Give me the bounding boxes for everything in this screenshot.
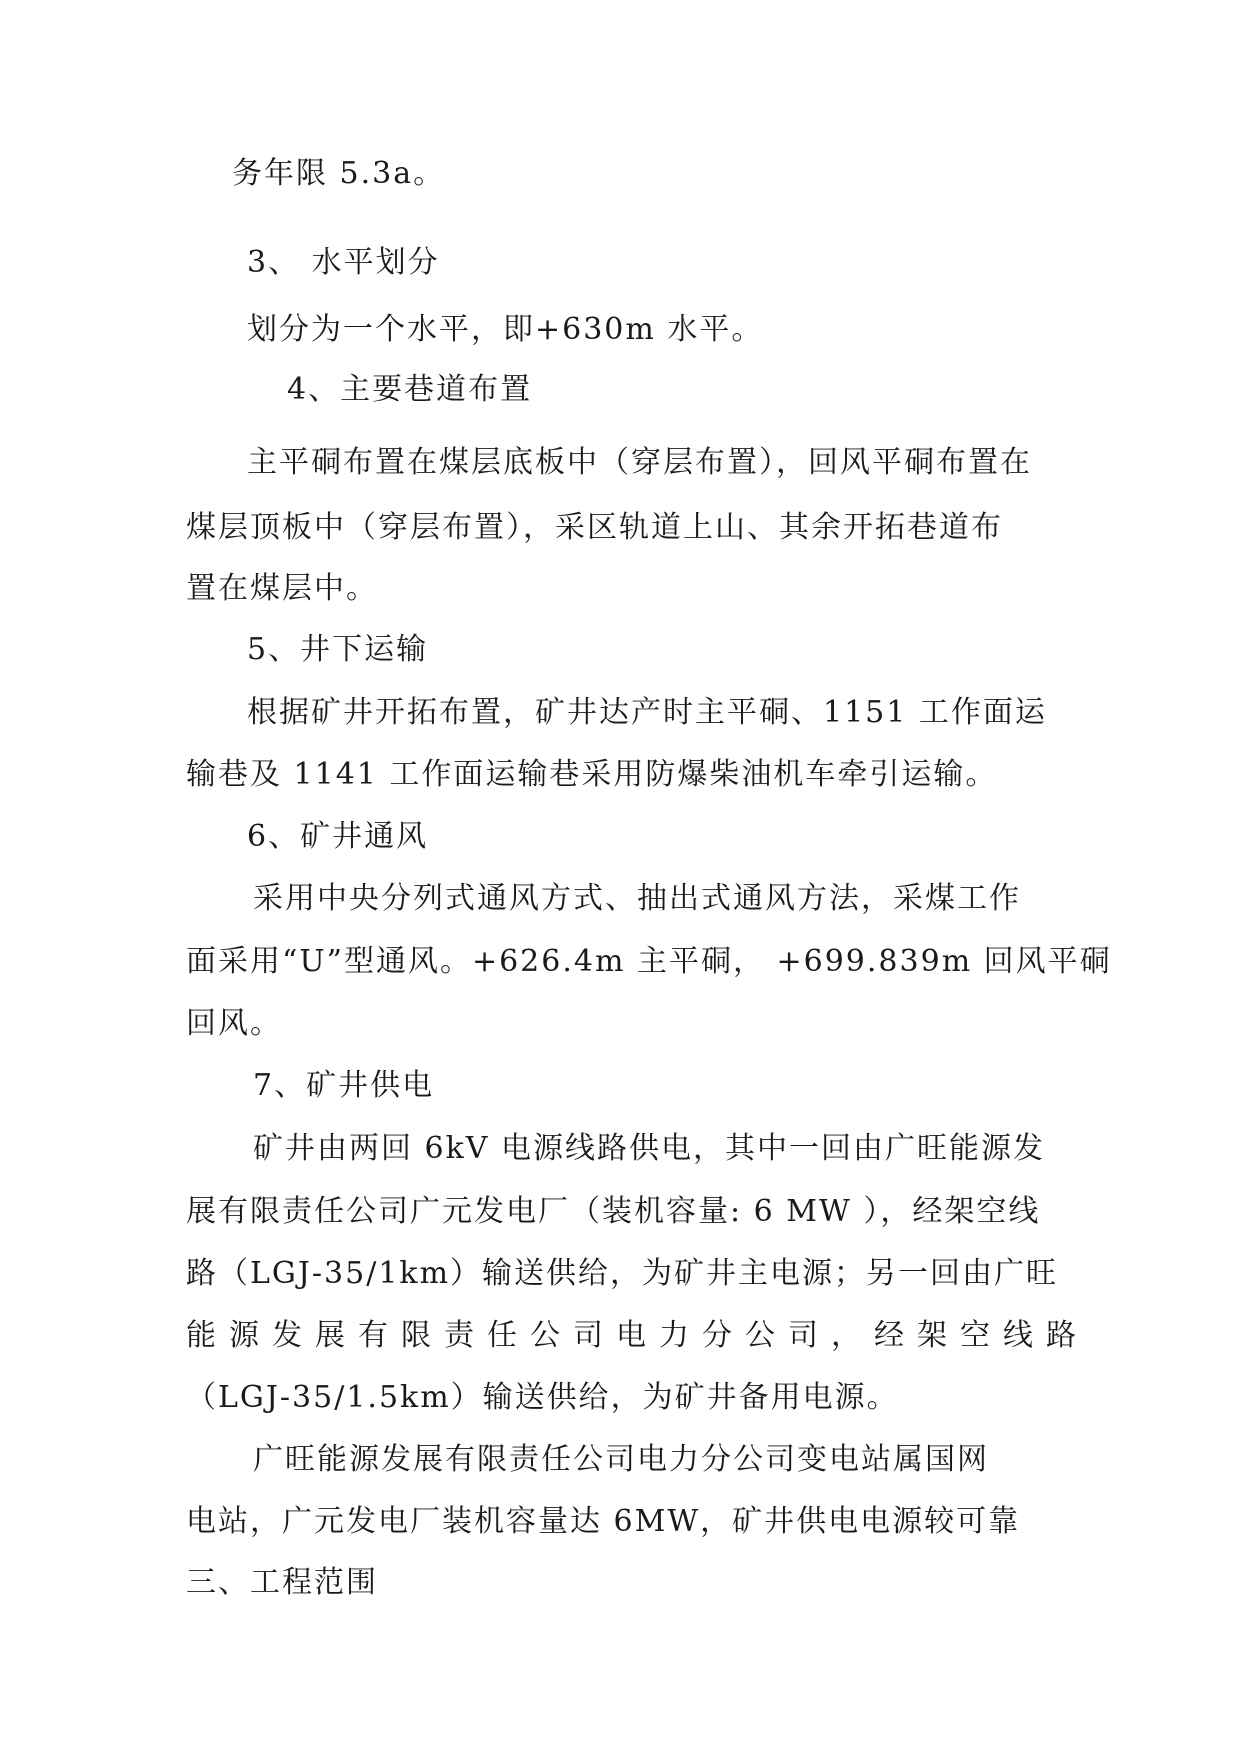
text-line-main-roadways-1: 主平硐布置在煤层底板中（穿层布置），回风平硐布置在 <box>247 445 1032 480</box>
text-line-ventilation-2: 面采用“U”型通风。+626.4m 主平硐， +699.839m 回风平硐 <box>186 944 1112 979</box>
section-heading-project-scope: 三、工程范围 <box>186 1565 378 1600</box>
text-line-main-roadways-3: 置在煤层中。 <box>186 571 378 606</box>
text-line-power-1: 矿井由两回 6kV 电源线路供电，其中一回由广旺能源发 <box>253 1131 1046 1166</box>
text-line-ventilation-1: 采用中央分列式通风方式、抽出式通风方法，采煤工作 <box>253 881 1021 916</box>
text-line-substation-2: 电站，广元发电厂装机容量达 6MW，矿井供电电源较可靠 <box>186 1504 1021 1539</box>
text-line-ventilation-3: 回风。 <box>186 1006 282 1041</box>
section-heading-underground-transport: 5、井下运输 <box>247 632 429 667</box>
section-heading-mine-ventilation: 6、矿井通风 <box>247 819 429 854</box>
text-line-transport-1: 根据矿井开拓布置，矿井达产时主平硐、1151 工作面运 <box>247 695 1047 730</box>
text-line-power-2: 展有限责任公司广元发电厂（装机容量: 6 MW ），经架空线 <box>186 1194 1041 1229</box>
text-line-service-years: 务年限 5.3a。 <box>232 156 446 191</box>
text-line-power-5: （LGJ-35/1.5km）输送供给，为矿井备用电源。 <box>186 1380 899 1415</box>
text-line-main-roadways-2: 煤层顶板中（穿层布置），采区轨道上山、其余开拓巷道布 <box>186 510 1003 545</box>
text-line-transport-2: 输巷及 1141 工作面运输巷采用防爆柴油机车牵引运输。 <box>186 757 998 792</box>
text-line-level-division: 划分为一个水平，即+630m 水平。 <box>247 312 764 347</box>
text-line-substation-1: 广旺能源发展有限责任公司电力分公司变电站属国网 <box>253 1442 989 1477</box>
text-line-power-3: 路（LGJ-35/1km）输送供给，为矿井主电源；另一回由广旺 <box>186 1256 1059 1291</box>
text-line-power-4: 能源发展有限责任公司电力分公司，经架空线路 <box>186 1318 1089 1353</box>
section-heading-main-roadways: 4、主要巷道布置 <box>287 372 533 407</box>
section-heading-level-division: 3、 水平划分 <box>247 245 440 280</box>
section-heading-power-supply: 7、矿井供电 <box>253 1068 435 1103</box>
